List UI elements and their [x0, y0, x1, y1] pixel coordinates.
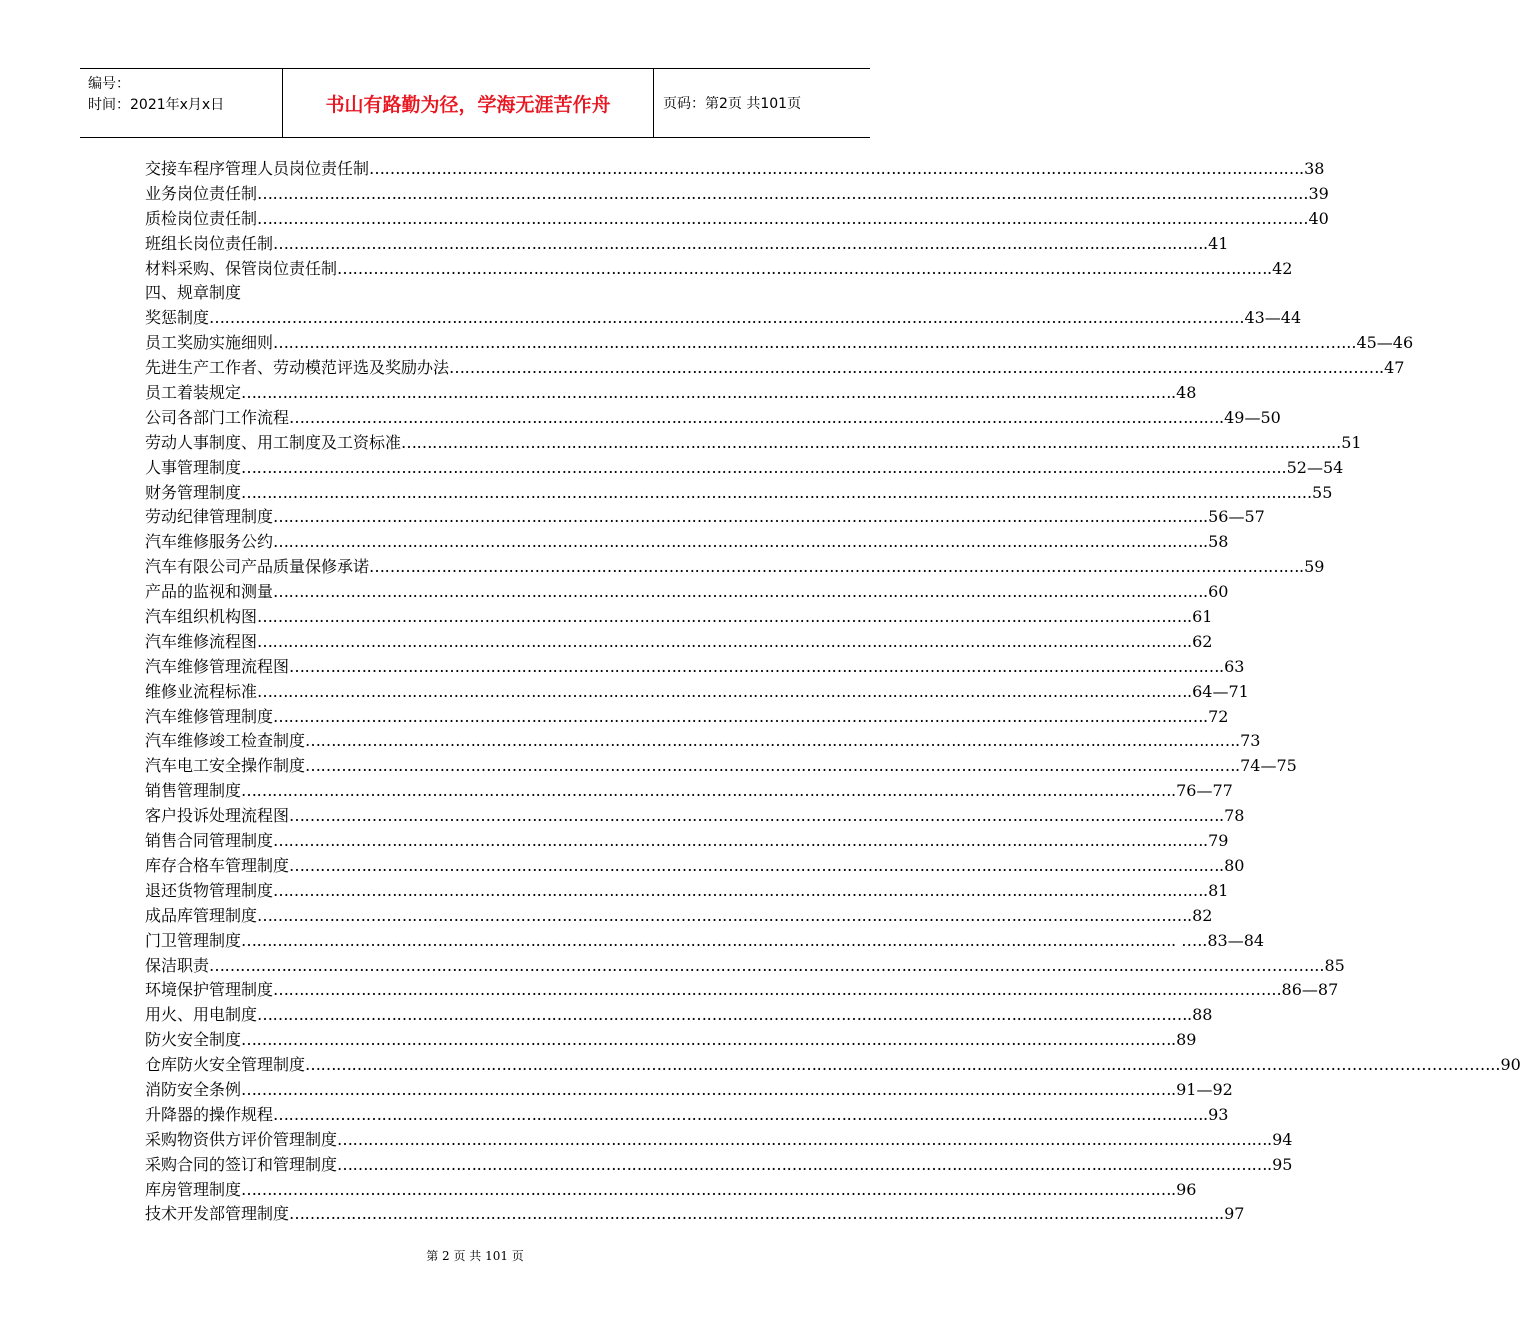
toc-entry-page: ..…………….....52—54: [1171, 457, 1344, 477]
toc-entry-title: 交接车程序管理人员岗位责任制: [145, 159, 370, 178]
document-number-label: 编号：: [88, 76, 130, 92]
toc-entry: [145, 904, 1213, 929]
toc-entry: [145, 207, 1329, 232]
toc-entry-title: 升降器的操作规程: [145, 1104, 274, 1124]
toc-entry-page: .73: [1235, 731, 1261, 751]
toc-entry: [145, 431, 1362, 456]
toc-entry: [145, 481, 1333, 506]
toc-dot-leader: ………………………………………………………………………………………………………………………………………………………………: [305, 731, 1236, 751]
toc-dot-leader: ………………………………………………………………………………………………………………………………………………………………: [337, 1129, 1268, 1149]
toc-entry-page: ..………………………………………...90: [1235, 1055, 1521, 1075]
toc-entry-title: 技术开发部管理制度: [145, 1204, 290, 1224]
toc-dot-leader: ………………………………………………………………………………………………………………………………………………………………: [257, 208, 1188, 228]
toc-dot-leader: ………………………………………………………………………………………………………………………………………………………………: [273, 333, 1204, 353]
toc-entry-page: .94: [1267, 1129, 1293, 1149]
toc-entry-title: 劳动人事制度、用工制度及工资标准: [145, 432, 402, 452]
document-time-label: 时间：2021年x月x日: [88, 97, 225, 113]
toc-entry-page: .48: [1171, 383, 1197, 403]
toc-entry-title: 库存合格车管理制度: [145, 855, 290, 875]
toc-dot-leader: ………………………………………………………………………………………………………………………………………………………………: [273, 233, 1204, 253]
toc-entry-page: .74—75: [1235, 756, 1297, 776]
toc-entry-title: 汽车组织机构图: [145, 607, 258, 627]
toc-entry-title: 维修业流程标准: [145, 681, 258, 701]
toc-entry-title: 防火安全制度: [145, 1030, 242, 1050]
toc-dot-leader: ………………………………………………………………………………………………………………………………………………………………: [257, 681, 1188, 701]
toc-entry-title: 先进生产工作者、劳动模范评选及奖励办法: [145, 358, 450, 378]
toc-dot-leader: ………………………………………………………………………………………………………………………………………………………………: [273, 1104, 1204, 1124]
toc-dot-leader: ………………………………………………………………………………………………………………………………………………………………: [257, 607, 1188, 627]
toc-dot-leader: ………………………………………………………………………………………………………………………………………………………………: [305, 756, 1236, 776]
toc-entry-page: .81: [1203, 880, 1229, 900]
page-footer: 第 2 页 共 101 页: [426, 1249, 524, 1263]
toc-entry-page: .38: [1299, 159, 1325, 178]
toc-entry-page: .89: [1171, 1030, 1197, 1050]
toc-dot-leader: ………………………………………………………………………………………………………………………………………………………………: [273, 582, 1204, 602]
toc-entry-title: 销售管理制度: [145, 781, 242, 801]
toc-section-heading: [145, 281, 781, 306]
toc-dot-leader: ………………………………………………………………………………………………………………………………………………………………: [273, 507, 1204, 527]
toc-entry-title: 业务岗位责任制: [145, 183, 258, 203]
toc-entry-title: 客户投诉处理流程图: [145, 806, 290, 826]
toc-entry-page: .93: [1203, 1104, 1229, 1124]
toc-entry-title: 销售合同管理制度: [145, 831, 274, 851]
header-motto: 书山有路勤为径，学海无涯苦作舟: [282, 69, 654, 137]
toc-entry: [145, 705, 1229, 730]
toc-dot-leader: ………………………………………………………………………………………………………………………………………………………………: [305, 1055, 1236, 1075]
toc-entry: [145, 779, 1233, 804]
toc-entry-title: 库房管理制度: [145, 1179, 242, 1199]
toc-entry-title: 保洁职责: [145, 955, 210, 975]
toc-entry-title: 员工着装规定: [145, 383, 242, 403]
toc-dot-leader: ………………………………………………………………………………………………………………………………………………………………: [337, 1154, 1268, 1174]
toc-entry-page: .91—92: [1171, 1079, 1233, 1099]
toc-entry: [145, 829, 1229, 854]
toc-dot-leader: ………………………………………………………………………………………………………………………………………………………………: [289, 1204, 1220, 1224]
toc-entry-page: .60: [1203, 582, 1229, 602]
toc-entry-page: .88: [1187, 1005, 1213, 1025]
toc-entry: [145, 505, 1265, 530]
toc-entry-page: .78: [1219, 806, 1245, 826]
toc-entry-page: .97: [1219, 1204, 1245, 1224]
toc-entry: [145, 1153, 1293, 1178]
toc-entry-page: .47: [1379, 358, 1405, 378]
toc-entry-title: 汽车维修流程图: [145, 631, 258, 651]
toc-dot-leader: ………………………………………………………………………………………………………………………………………………………………: [289, 656, 1220, 676]
toc-dot-leader: ………………………………………………………………………………………………………………………………………………………………: [209, 308, 1140, 328]
toc-entry-title: 用火、用电制度: [145, 1005, 258, 1025]
toc-entry-page: .95: [1267, 1154, 1293, 1174]
toc-dot-leader: ………………………………………………………………………………………………………………………………………………………………: [273, 980, 1204, 1000]
toc-entry-page: .62: [1187, 631, 1213, 651]
toc-entry-page: .79: [1203, 831, 1229, 851]
toc-dot-leader: ………………………………………………………………………………………………………………………………………………………………: [241, 1030, 1172, 1050]
toc-entry-title: 财务管理制度: [145, 482, 242, 502]
toc-entry: [145, 729, 1261, 754]
toc-entry-title: 仓库防火安全管理制度: [145, 1055, 306, 1075]
toc-entry: [145, 605, 1213, 630]
toc-dot-leader: ………………………………………………………………………………………………………………………………………………………………: [257, 905, 1188, 925]
toc-entry: [145, 1128, 1293, 1153]
toc-entry-page: .82: [1187, 905, 1213, 925]
toc-entry: [145, 356, 1405, 381]
toc-entry-page: ..……………...43—44: [1139, 308, 1302, 328]
toc-entry-page: .56—57: [1203, 507, 1265, 527]
toc-entry-page: .80: [1219, 855, 1245, 875]
toc-dot-leader: ………………………………………………………………………………………………………………………………………………………………: [241, 457, 1172, 477]
toc-entry-title: 班组长岗位责任制: [145, 233, 274, 253]
toc-entry-page: .58: [1203, 532, 1229, 552]
toc-entry-title: 退还货物管理制度: [145, 880, 274, 900]
toc-entry-title: 人事管理制度: [145, 457, 242, 477]
toc-entry-page: .41: [1203, 233, 1229, 253]
toc-entry-title: 产品的监视和测量: [145, 582, 274, 602]
header-meta: [80, 69, 282, 137]
toc-entry-title: 汽车维修管理流程图: [145, 656, 290, 676]
toc-entry-page: ..……………………...45—46: [1203, 333, 1414, 353]
toc-entry-page: .76—77: [1171, 781, 1233, 801]
toc-entry-page: .72: [1203, 706, 1229, 726]
toc-entry: [145, 306, 1302, 331]
toc-entry-page: . …..83—84: [1171, 930, 1265, 950]
toc-entry-page: ..…………………………...85: [1139, 955, 1345, 975]
toc-entry: [145, 331, 1414, 356]
toc-entry: [145, 1202, 1245, 1227]
toc-dot-leader: ………………………………………………………………………………………………………………………………………………………………: [209, 955, 1140, 975]
toc-entry: [145, 580, 1229, 605]
toc-entry-page: .42: [1267, 258, 1293, 278]
toc-dot-leader: ………………………………………………………………………………………………………………………………………………………………: [369, 557, 1300, 577]
toc-dot-leader: ………………………………………………………………………………………………………………………………………………………………: [273, 831, 1204, 851]
toc-entry: [145, 754, 1297, 779]
table-of-contents: [145, 157, 1521, 1227]
toc-entry: [145, 182, 1329, 207]
toc-entry: [145, 530, 1229, 555]
toc-entry: [145, 1003, 1213, 1028]
toc-dot-leader: ………………………………………………………………………………………………………………………………………………………………: [273, 880, 1204, 900]
toc-entry-page: .96: [1171, 1179, 1197, 1199]
toc-entry-page: .64—71: [1187, 681, 1249, 701]
toc-dot-leader: ………………………………………………………………………………………………………………………………………………………………: [289, 855, 1220, 875]
toc-dot-leader: ………………………………………………………………………………………………………………………………………………………………: [241, 930, 1172, 950]
toc-entry-page: ..51: [1331, 432, 1362, 452]
toc-entry-title: 环境保护管理制度: [145, 980, 274, 1000]
toc-entry: [145, 1028, 1197, 1053]
header-page-info: 页码：第2页 共101页: [663, 96, 802, 112]
toc-dot-leader: ………………………………………………………………………………………………………………………………………………………………: [273, 706, 1204, 726]
toc-entry: [145, 456, 1344, 481]
toc-entry: [145, 929, 1265, 954]
toc-entry: [145, 954, 1345, 979]
toc-entry-title: 成品库管理制度: [145, 905, 258, 925]
toc-entry-page: .63: [1219, 656, 1245, 676]
toc-entry: [145, 854, 1245, 879]
toc-dot-leader: ………………………………………………………………………………………………………………………………………………………………: [401, 432, 1332, 452]
toc-entry-title: 劳动纪律管理制度: [145, 507, 274, 527]
page-header: [80, 68, 870, 138]
toc-entry-title: 材料采购、保管岗位责任制: [145, 258, 338, 278]
toc-entry: [145, 804, 1245, 829]
toc-entry-title: 公司各部门工作流程: [145, 407, 290, 427]
toc-entry-title: 汽车维修服务公约: [145, 532, 274, 552]
toc-dot-leader: ………………………………………………………………………………………………………………………………………………………………: [241, 482, 1172, 502]
toc-entry-title: 门卫管理制度: [145, 930, 242, 950]
toc-entry-title: 汽车维修竣工检查制度: [145, 731, 306, 751]
toc-entry: [145, 257, 1293, 282]
toc-entry-title: 汽车有限公司产品质量保修承诺: [145, 557, 370, 577]
toc-dot-leader: ………………………………………………………………………………………………………………………………………………………………: [257, 631, 1188, 651]
toc-entry: [145, 406, 1281, 431]
toc-entry-title: 奖惩制度: [145, 308, 210, 328]
toc-entry-title: 消防安全条例: [145, 1079, 242, 1099]
toc-entry-page: .61: [1187, 607, 1213, 627]
toc-entry: [145, 232, 1229, 257]
toc-entry: [145, 381, 1197, 406]
toc-entry-title: 员工奖励实施细则: [145, 333, 274, 353]
toc-entry-title: 汽车维修管理制度: [145, 706, 274, 726]
toc-dot-leader: ………………………………………………………………………………………………………………………………………………………………: [369, 159, 1300, 178]
toc-dot-leader: ………………………………………………………………………………………………………………………………………………………………: [273, 532, 1204, 552]
toc-entry-page: ..………………...39: [1187, 183, 1329, 203]
toc-entry-page: ...………...86—87: [1203, 980, 1339, 1000]
toc-entry: [145, 655, 1245, 680]
toc-entry: [145, 555, 1325, 580]
toc-entry: [145, 630, 1213, 655]
toc-entry: [145, 157, 1325, 182]
toc-entry-page: .49—50: [1219, 407, 1281, 427]
toc-dot-leader: ………………………………………………………………………………………………………………………………………………………………: [289, 407, 1220, 427]
toc-entry-page: ..……………..........55: [1171, 482, 1333, 502]
toc-entry: [145, 1178, 1197, 1203]
toc-dot-leader: ………………………………………………………………………………………………………………………………………………………………: [449, 358, 1380, 378]
toc-entry-page: .59: [1299, 557, 1325, 577]
toc-dot-leader: ………………………………………………………………………………………………………………………………………………………………: [241, 383, 1172, 403]
toc-entry: [145, 680, 1249, 705]
toc-dot-leader: ………………………………………………………………………………………………………………………………………………………………: [241, 1179, 1172, 1199]
toc-entry: [145, 978, 1339, 1003]
toc-entry: [145, 879, 1229, 904]
toc-entry-title: 采购合同的签订和管理制度: [145, 1154, 338, 1174]
toc-dot-leader: ………………………………………………………………………………………………………………………………………………………………: [337, 258, 1268, 278]
toc-dot-leader: ………………………………………………………………………………………………………………………………………………………………: [257, 1005, 1188, 1025]
toc-dot-leader: ………………………………………………………………………………………………………………………………………………………………: [241, 781, 1172, 801]
toc-entry-page: ..………………...40: [1187, 208, 1329, 228]
toc-dot-leader: ………………………………………………………………………………………………………………………………………………………………: [241, 1079, 1172, 1099]
toc-entry: [145, 1103, 1229, 1128]
toc-dot-leader: ………………………………………………………………………………………………………………………………………………………………: [289, 806, 1220, 826]
toc-dot-leader: ………………………………………………………………………………………………………………………………………………………………: [257, 183, 1188, 203]
toc-entry-title: 采购物资供方评价管理制度: [145, 1129, 338, 1149]
toc-entry-title: 汽车电工安全操作制度: [145, 756, 306, 776]
toc-entry: [145, 1078, 1233, 1103]
toc-entry-title: 四、规章制度: [145, 283, 242, 303]
toc-entry: [145, 1053, 1521, 1078]
toc-entry-title: 质检岗位责任制: [145, 208, 258, 228]
